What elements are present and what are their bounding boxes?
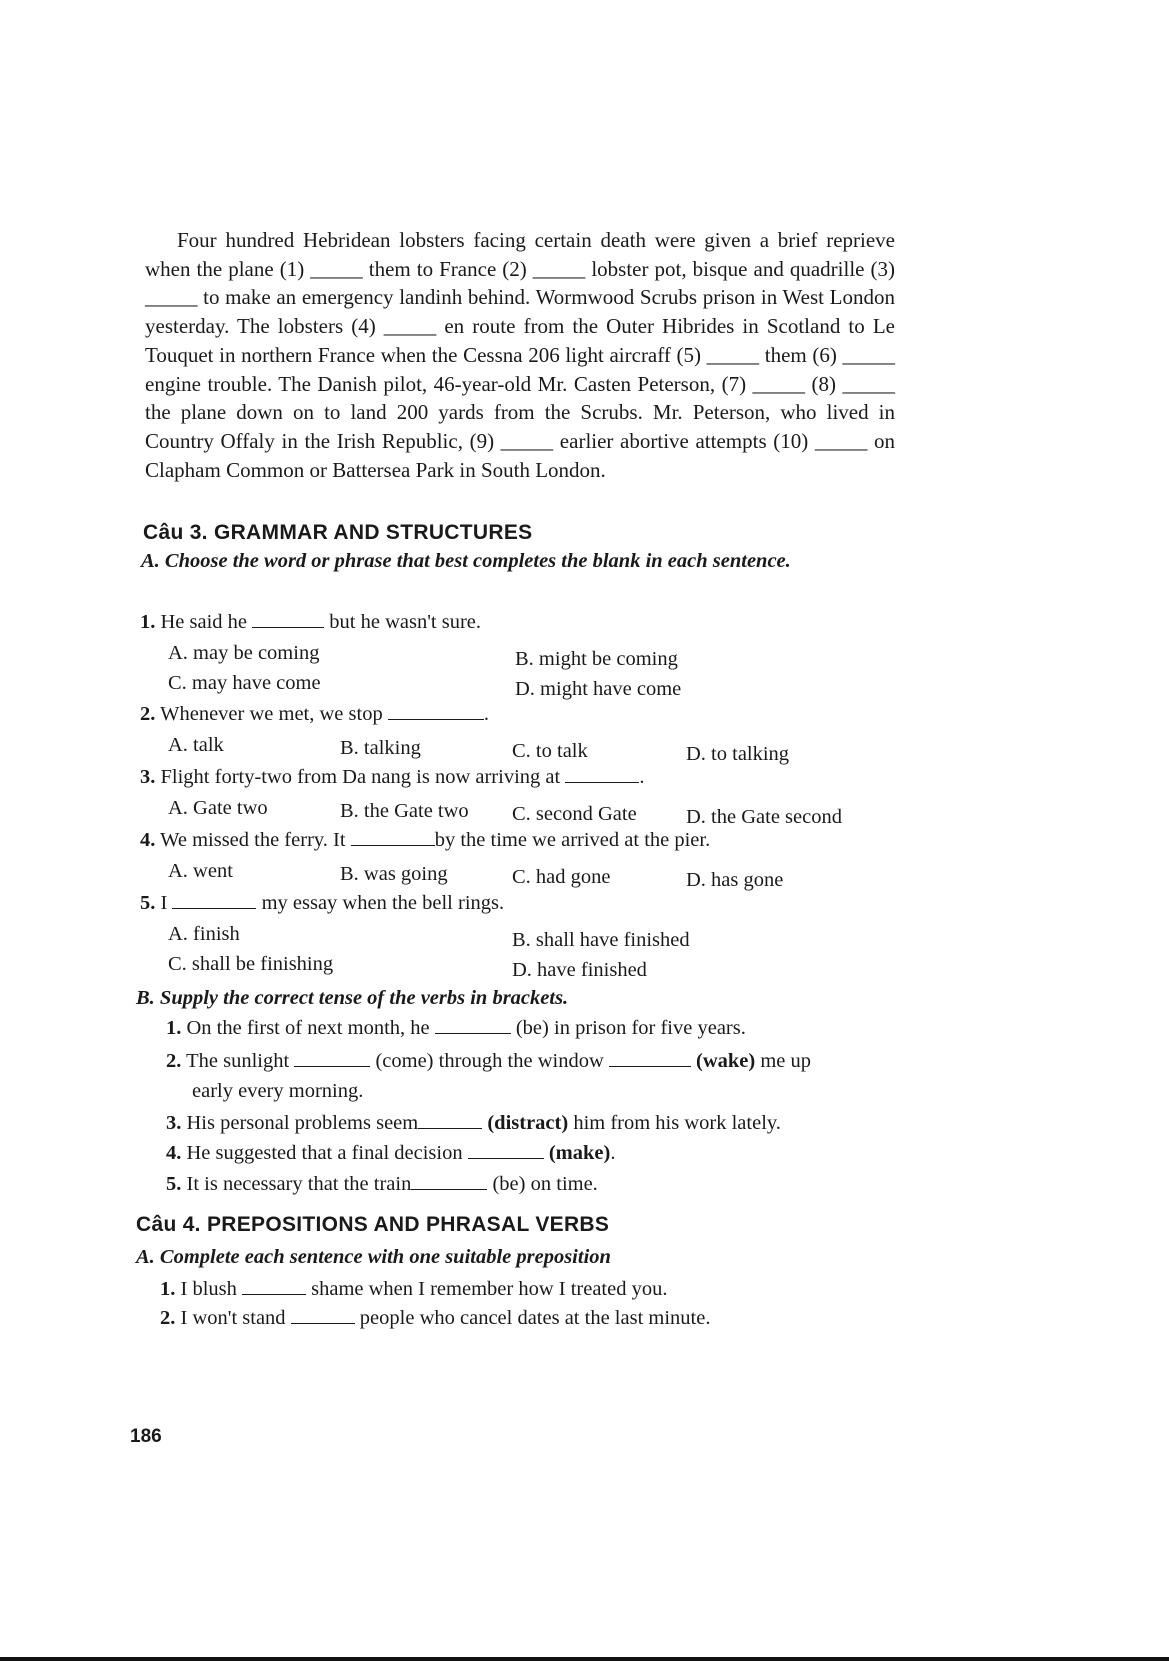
section-4-title: Câu 4. PREPOSITIONS AND PHRASAL VERBS — [136, 1213, 610, 1236]
part-b-item-3: 3. His personal problems seem (distract) him from his work lately. — [166, 1112, 781, 1134]
q4-option-c[interactable]: C. had gone — [512, 866, 611, 888]
part-b-item-2-continuation: early every morning. — [192, 1080, 364, 1102]
q3-option-a[interactable]: A. Gate two — [168, 797, 268, 819]
section-3-part-a-instruction: A. Choose the word or phrase that best completes the blank in each sentence. — [141, 550, 791, 572]
q4-option-b[interactable]: B. was going — [340, 863, 448, 885]
part-b-item-5: 5. It is necessary that the train (be) on time. — [166, 1173, 598, 1195]
q2-option-a[interactable]: A. talk — [168, 734, 224, 756]
q2-option-c[interactable]: C. to talk — [512, 740, 588, 762]
q5-option-c[interactable]: C. shall be finishing — [168, 953, 334, 975]
q1-option-a[interactable]: A. may be coming — [168, 642, 320, 664]
q4-option-a[interactable]: A. went — [168, 860, 233, 882]
section-4-item-2: 2. I won't stand people who cancel dates at the last minute. — [160, 1307, 711, 1329]
part-b-item-2: 2. The sunlight (come) through the window (wake) me up — [166, 1050, 812, 1072]
page-number: 186 — [130, 1426, 162, 1447]
section-4-part-a-instruction: A. Complete each sentence with one suitable preposition — [136, 1246, 611, 1268]
part-b-item-4: 4. He suggested that a final decision (make). — [166, 1142, 616, 1164]
q3-option-c[interactable]: C. second Gate — [512, 803, 637, 825]
q4-option-d[interactable]: D. has gone — [686, 869, 784, 891]
q5-option-d[interactable]: D. have finished — [512, 959, 647, 981]
section-4-item-1: 1. I blush shame when I remember how I treated you. — [160, 1278, 668, 1300]
question-3: 3. Flight forty-two from Da nang is now arriving at . — [140, 766, 645, 788]
q5-option-b[interactable]: B. shall have finished — [512, 929, 690, 951]
question-2: 2. Whenever we met, we stop . — [140, 703, 489, 725]
q5-option-a[interactable]: A. finish — [168, 923, 240, 945]
q1-option-c[interactable]: C. may have come — [168, 672, 321, 694]
passage-text: Four hundred Hebridean lobsters facing certain death were given a brief reprieve when the plane (1) _____ them to France (2) _____ lobster pot, bisque and quadrille (3) _____ to make an emergency landinh behind. Wormwood Scrubs prison in West London yesterday. The lobsters (4) _____ en route from the Outer Hibrides in Scotland to Le Touquet in northern France when the Cessna 206 light aircraff (5) _____ them (6) _____ engine trouble. The Danish pilot, 46-year-old Mr. Casten Peterson, (7) _____ (8) _____ the plane down on to land 200 yards from the Scrubs. Mr. Peterson, who lived in Country Offaly in the Irish Republic, (9) _____ earlier abortive attempts (10) _____ on Clapham Common or Battersea Park in South London. — [145, 228, 895, 482]
part-b-item-1: 1. On the first of next month, he (be) in prison for five years. — [166, 1017, 746, 1039]
reading-passage — [145, 226, 895, 484]
question-1: 1. He said he but he wasn't sure. — [140, 611, 481, 633]
section-3-title: Câu 3. GRAMMAR AND STRUCTURES — [143, 521, 533, 544]
scan-edge — [0, 1657, 1169, 1661]
section-3-part-b-instruction: B. Supply the correct tense of the verbs in brackets. — [136, 987, 569, 1009]
q3-option-d[interactable]: D. the Gate second — [686, 806, 842, 828]
q1-option-b[interactable]: B. might be coming — [515, 648, 678, 670]
q2-option-b[interactable]: B. talking — [340, 737, 421, 759]
question-4: 4. We missed the ferry. It by the time we arrived at the pier. — [140, 829, 711, 851]
q3-option-b[interactable]: B. the Gate two — [340, 800, 469, 822]
q2-option-d[interactable]: D. to talking — [686, 743, 790, 765]
question-5: 5. I my essay when the bell rings. — [140, 892, 505, 914]
q1-option-d[interactable]: D. might have come — [515, 678, 682, 700]
